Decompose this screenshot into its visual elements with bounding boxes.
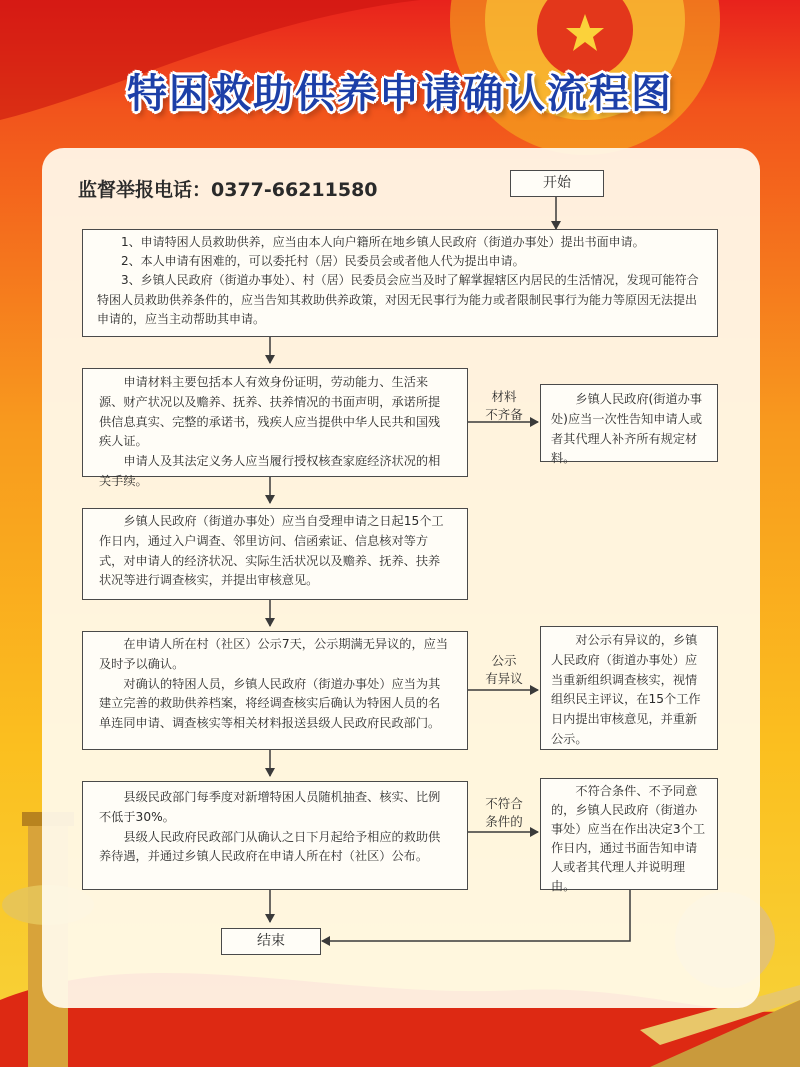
step-box-investigation (82, 508, 468, 600)
step3-para1: 乡镇人民政府（街道办事处）应当自受理申请之日起15个工作日内，通过入户调查、邻里访问、信函索证、信息核对等方式，对申请人的经济状况、实际生活状况以及赡养、抚养、扶养状况等进行调查核实，并提出审核意见。 (99, 514, 444, 588)
step-box-county-review (82, 781, 468, 890)
step4-para2: 对确认的特困人员，乡镇人民政府（街道办事处）应当为其建立完善的救助供养档案，将经调查核实后确认为特困人员的名单连同申请、调查核实等相关材料报送县级人民政府民政部门。 (99, 676, 441, 731)
step4-para1: 在申请人所在村（社区）公示7天，公示期满无异议的，应当及时予以确认。 (99, 637, 449, 671)
step1-para2: 2、本人申请有困难的，可以委托村（居）民委员会或者他人代为提出申请。 (121, 254, 525, 269)
step2-para1: 申请材料主要包括本人有效身份证明，劳动能力、生活来源、财产状况以及赡养、抚养、扶养情况的书面声明，承诺所提供信息真实、完整的承诺书，残疾人应当提供中华人民共和国残疾人证。 (99, 375, 441, 449)
end-label: 结束 (257, 933, 285, 950)
arrow-side3-to-end (322, 890, 630, 941)
start-label: 开始 (543, 175, 571, 192)
step-box-publicity (82, 631, 468, 750)
branch-label-ineligible: 不符合 条件的 (485, 796, 523, 830)
side-box-ineligible (540, 778, 718, 893)
step1-para3: 3、乡镇人民政府（街道办事处）、村（居）民委员会应当及时了解掌握辖区内居民的生活情况，发现可能符合特困人员救助供养条件的，应当告知其救助供养政策，对因无民事行为能力或者限制民事行为能力等原因无法提出申请的，应当主动帮助其申请。 (97, 273, 699, 326)
step5-para1: 县级民政部门每季度对新增特困人员随机抽查、核实、比例不低于30%。 (99, 790, 441, 824)
step5-para2: 县级人民政府民政部门从确认之日下月起给予相应的救助供养待遇，并通过乡镇人民政府在申请人所在村（社区）公布。 (99, 829, 441, 864)
side1-text: 乡镇人民政府(街道办事处)应当一次性告知申请人或者其代理人补齐所有规定材料。 (551, 392, 703, 466)
step-box-materials (82, 368, 468, 488)
step-box-application (82, 229, 718, 337)
page-title: 特困救助供养申请确认流程图 (127, 71, 673, 117)
side-box-objection (540, 626, 718, 750)
end-node (221, 928, 321, 955)
branch-label-objection: 公示 有异议 (485, 653, 523, 687)
side2-text: 对公示有异议的，乡镇人民政府（街道办事处）应当重新组织调查核实，视情组织民主评议，在15个工作日内提出审核意见，并重新公示。 (551, 633, 701, 746)
hotline-text: 监督举报电话：0377-66211580 (78, 179, 378, 201)
step1-para1: 1、申请特困人员救助供养，应当由本人向户籍所在地乡镇人民政府（街道办事处）提出书面申请。 (121, 235, 645, 249)
step2-para2: 申请人及其法定义务人应当履行授权核查家庭经济状况的相关手续。 (99, 454, 441, 488)
side3-text: 不符合条件、不予同意的，乡镇人民政府（街道办事处）应当在作出决定3个工作日内，通过书面告知申请人或者其代理人并说明理由。 (551, 784, 706, 893)
branch-label-incomplete: 材料 不齐备 (485, 389, 523, 423)
start-node (510, 170, 604, 197)
side-box-incomplete (540, 384, 718, 466)
